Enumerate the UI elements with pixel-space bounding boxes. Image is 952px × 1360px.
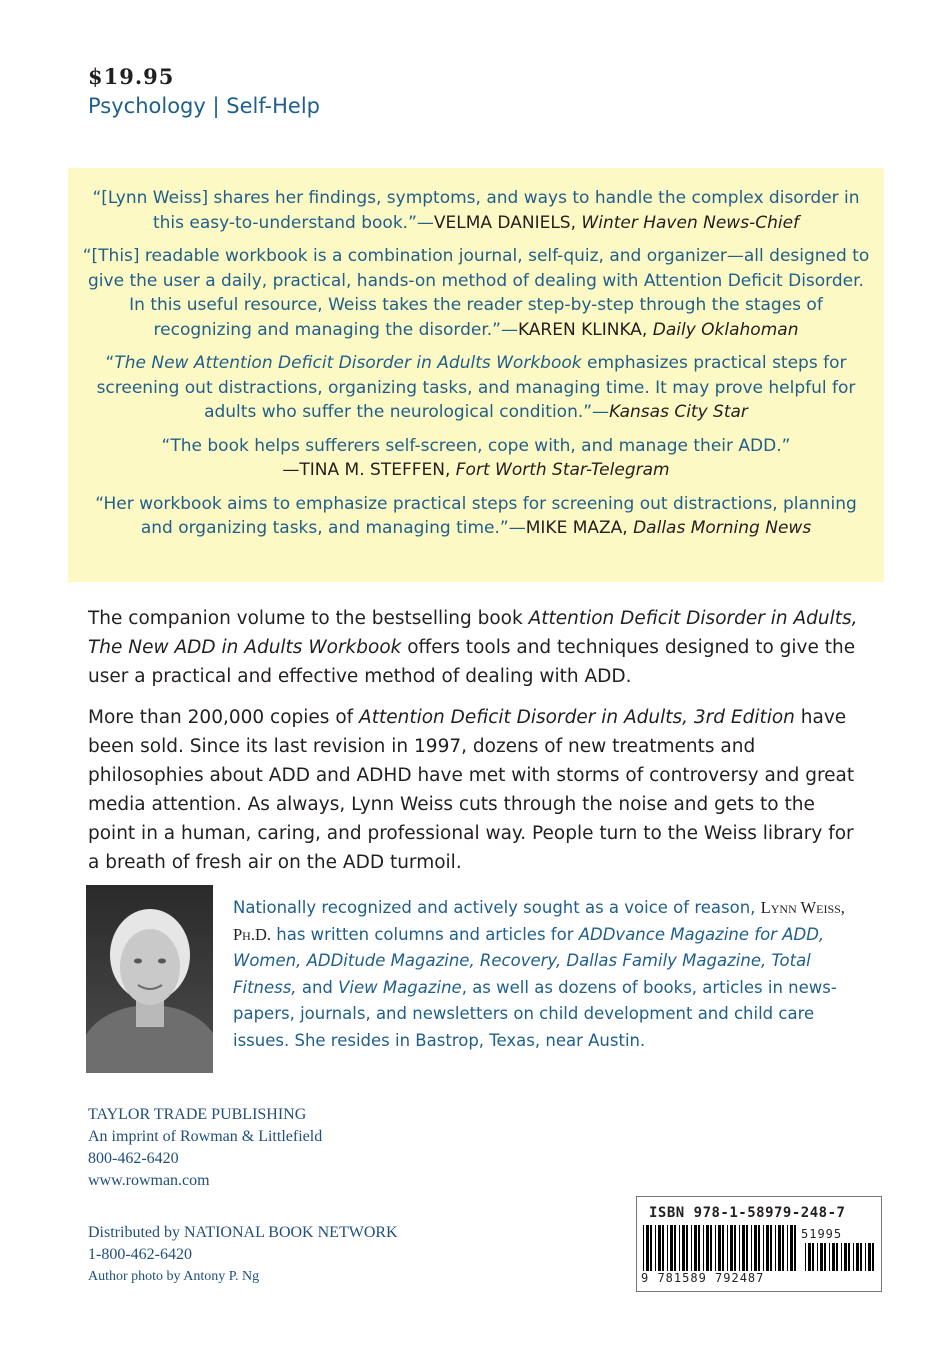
distributor-phone: 1-800-462-6420 (88, 1246, 192, 1263)
category-label: Psychology | Self-Help (88, 94, 321, 118)
description-paragraph: More than 200,000 copies of Attention Deficit Disorder in Adults, 3rd Edition have been sold. Since its last revision in 1997, dozens of new treatments and philosophies about ADD and ADHD have met with storms of controversy and great media attention. As always, Lynn Weiss cuts through the noise and gets to the point in a human, caring, and professional way. People turn to the Weiss library for a breath of fresh air on the ADD turmoil. (88, 707, 855, 873)
review-quote: In this useful resource, Weiss takes the reader step-by-step through the stages of recognizing and managing the disorder.”—KAREN KLINKA, Daily Oklahoman (129, 295, 823, 340)
review-quote: “The New Attention Deficit Disorder in Adults Workbook emphasizes practical steps for screening out distractions, organizing tasks, and managing time. It may prove helpful for adults who suffer the neurological condition.”—Kansas City Star (96, 353, 856, 422)
author-portrait-icon (86, 885, 213, 1073)
price: $19.95 (88, 64, 175, 89)
description (88, 604, 863, 889)
barcode-bars-icon (641, 1225, 801, 1271)
publisher-imprint: An imprint of Rowman & Littlefield (88, 1128, 323, 1145)
review-quote: “Her workbook aims to emphasize practical steps for screening out distractions, planning and organizing tasks, and managing time.”—MIKE MAZA, Dallas Morning News (95, 493, 857, 538)
author-bio: Nationally recognized and actively sought as a voice of reason, Lynn Weiss, Ph.D. has written columns and articles for ADDvance Magazine for ADD, Women, ADDitude Magazine, Recovery, Dallas Family Magazine, Total Fitness, and View Magazine, as well as dozens of books, articles in news-papers, journals, and newsletters on child development and child care issues. She resides in Bastrop, Texas, near Austin. (233, 898, 845, 1050)
isbn-label: ISBN 978-1-58979-248-7 (649, 1205, 846, 1221)
distributor: Distributed by NATIONAL BOOK NETWORK (88, 1224, 398, 1241)
description-paragraph: The companion volume to the bestselling book Attention Deficit Disorder in Adults, The New ADD in Adults Workbook offers tools and techniques designed to give the user a practical and effective method of dealing with ADD. (88, 608, 858, 687)
photo-credit: Author photo by Antony P. Ng (88, 1269, 260, 1284)
price-code: 51995 (801, 1227, 843, 1241)
distribution-info (88, 1222, 398, 1288)
barcode-digits: 9 781589 792487 (641, 1271, 765, 1285)
author-photo (86, 885, 213, 1073)
publisher-url[interactable]: www.rowman.com (88, 1172, 210, 1189)
publisher-info (88, 1104, 322, 1192)
review-quotes-panel (68, 168, 884, 582)
author-name: Lynn Weiss, Ph.D. (233, 898, 845, 944)
review-quote: “The book helps sufferers self-screen, cope with, and manage their ADD.” —TINA M. STEFFEN, Fort Worth Star-Telegram (161, 435, 791, 480)
isbn-barcode (636, 1196, 882, 1292)
publisher-phone: 800-462-6420 (88, 1150, 179, 1167)
price-barcode-icon (803, 1243, 877, 1271)
review-quote: “[This] readable workbook is a combination journal, self-quiz, and organizer—all designed to give the user a daily, practical, hands-on method of dealing with Attention Deficit Disorder. (82, 246, 870, 291)
publisher-name: TAYLOR TRADE PUBLISHING (88, 1106, 307, 1123)
review-quote: “[Lynn Weiss] shares her findings, symptoms, and ways to handle the complex disorder in this easy-to-understand book.”—VELMA DANIELS, Winter Haven News-Chief (92, 188, 860, 233)
